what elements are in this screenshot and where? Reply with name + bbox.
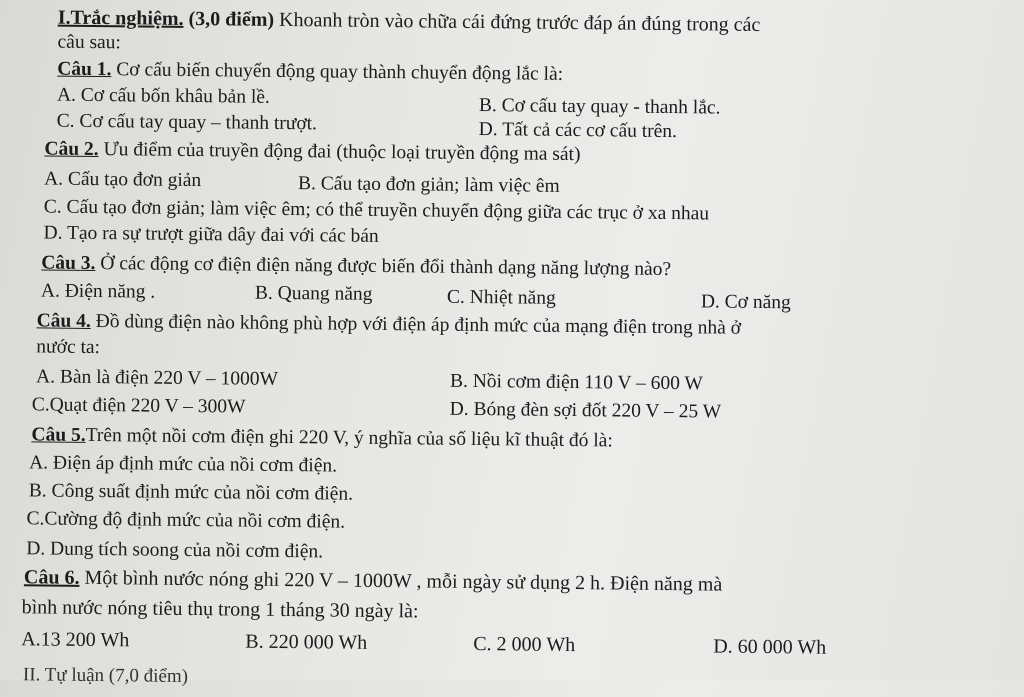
option-1c[interactable]: C. Cơ cấu tay quay – thanh trượt.: [56, 110, 318, 135]
option-1d[interactable]: D. Tất cả các cơ cấu trên.: [478, 119, 678, 143]
option-2a[interactable]: A. Cấu tạo đơn giản: [44, 168, 202, 192]
option-6d[interactable]: D. 60 000 Wh: [713, 635, 827, 659]
question-text: Ở các động cơ điện điện năng được biến đổi thành dạng năng lượng nào?: [100, 253, 672, 281]
option-3b[interactable]: B. Quang năng: [254, 282, 373, 305]
option-6a[interactable]: A.13 200 Wh: [21, 628, 130, 652]
option-1b[interactable]: B. Cơ cấu tay quay - thanh lắc.: [478, 95, 721, 119]
option-4c[interactable]: C.Quạt điện 220 V – 300W: [31, 394, 246, 418]
option-3a[interactable]: A. Điện năng .: [40, 280, 156, 303]
option-1a[interactable]: A. Cơ cấu bốn khâu bản lề.: [56, 84, 270, 108]
option-2d[interactable]: D. Tạo ra sự trượt giữa dây đai với các bán: [43, 222, 379, 247]
question-5: [31, 424, 613, 452]
option-5b[interactable]: B. Công suất định mức của nồi cơm điện.: [28, 480, 354, 505]
question-6: [24, 566, 723, 595]
next-section-cutoff: II. Tự luận (7,0 điểm): [22, 664, 189, 688]
question-text: Ưu điểm của truyền động đai (thuộc loại truyền động ma sát): [103, 139, 581, 166]
option-5d[interactable]: D. Dung tích soong của nồi cơm điện.: [26, 538, 324, 563]
question-label: Câu 2.: [44, 138, 99, 161]
option-3d[interactable]: D. Cơ năng: [700, 291, 791, 314]
section-instruction: Khoanh tròn vào chữa cái đứng trước đáp án đúng trong các: [278, 8, 761, 36]
option-6b[interactable]: B. 220 000 Wh: [245, 630, 368, 654]
question-text: Cơ cấu biến chuyển động quay thành chuyển động lắc là:: [116, 59, 564, 85]
question-label: Câu 3.: [41, 252, 96, 275]
question-2: [44, 138, 580, 166]
option-3c[interactable]: C. Nhiệt năng: [446, 286, 556, 309]
section-instruction-cont: câu sau:: [57, 31, 122, 54]
section-label: I.Trắc nghiệm.: [57, 6, 184, 30]
question-text: Đồ dùng điện nào không phù hợp với điện áp định mức của mạng điện trong nhà ở: [95, 311, 742, 339]
question-label: Câu 1.: [57, 58, 112, 81]
option-6c[interactable]: C. 2 000 Wh: [473, 632, 576, 657]
question-4-cont: nước ta:: [36, 336, 101, 359]
question-6-cont: bình nước nóng tiêu thụ trong 1 tháng 30 ngày là:: [21, 596, 419, 623]
question-text: Trên một nồi cơm điện ghi 220 V, ý nghĩa của số liệu kĩ thuật đó là:: [85, 424, 613, 452]
option-4a[interactable]: A. Bàn là điện 220 V – 1000W: [35, 366, 279, 390]
option-4d[interactable]: D. Bóng đèn sợi đốt 220 V – 25 W: [449, 398, 722, 423]
question-text: Một bình nước nóng ghi 220 V – 1000W , mỗi ngày sử dụng 2 h. Điện năng mà: [84, 566, 723, 596]
question-3: [41, 252, 671, 281]
section-score: (3,0 điểm): [188, 7, 275, 31]
question-label: Câu 6.: [23, 566, 80, 589]
question-4: [37, 310, 742, 339]
option-2c[interactable]: C. Cấu tạo đơn giản; làm việc êm; có thể truyền chuyển động giữa các trục ở xa nhau: [43, 196, 710, 225]
question-label: Câu 4.: [36, 310, 91, 332]
section-heading: [58, 7, 761, 36]
option-5c[interactable]: C.Cường độ định mức của nồi cơm điện.: [26, 508, 346, 533]
option-4b[interactable]: B. Nồi cơm điện 110 V – 600 W: [449, 370, 703, 395]
option-2b[interactable]: B. Cấu tạo đơn giản; làm việc êm: [297, 173, 560, 197]
question-label: Câu 5.: [31, 424, 86, 446]
question-1: [57, 59, 563, 86]
option-5a[interactable]: A. Điện áp định mức của nồi cơm điện.: [29, 452, 338, 477]
